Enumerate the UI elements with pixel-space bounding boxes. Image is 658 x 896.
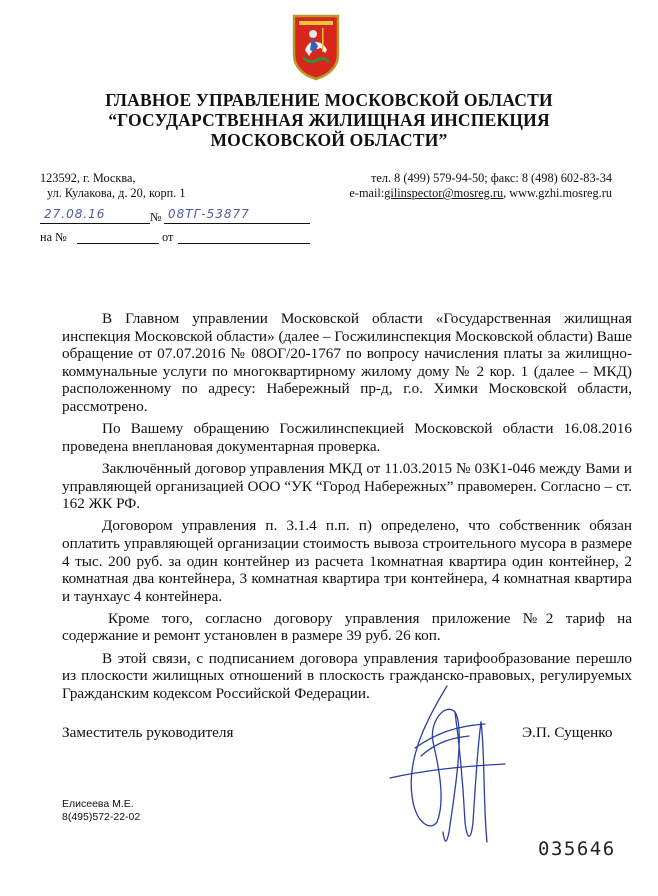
org-title-line-2: “ГОСУДАРСТВЕННАЯ ЖИЛИЩНАЯ ИНСПЕКЦИЯ [108,110,550,130]
outgoing-number: 08ТГ-53877 [168,207,250,221]
reply-date-field [178,229,310,244]
reply-to-number-label: на № [40,230,67,244]
outgoing-number-label: № [150,210,162,224]
letter-body [62,310,632,707]
address-line-1: 123592, г. Москва, [40,171,136,185]
handwritten-signature [385,682,510,850]
email-prefix: e-mail: [349,186,385,200]
contact-phones: тел. 8 (499) 579-94-50; факс: 8 (498) 602-83-34 [371,171,612,185]
reply-date-label: от [162,230,174,244]
reply-to-number-field [77,229,159,244]
executor-name: Елисеева М.Е. [62,798,134,810]
website-text: , www.gzhi.mosreg.ru [503,186,612,200]
body-paragraph-1: В Главном управлении Московской области «Государственная жилищная инспекция Московской области» (далее – Госжилинспекция Московской области) Ваше обращение от 07.07.2016 № 08ОГ/20-1767 по вопросу начисления платы за жилищно-коммунальные услуги по многоквартирному жилому дому № 2 кор. 1 (далее – МКД) расположенному по адресу: Набережный пр-д, г.о. Химки Московской области, рассмотрено. [62,310,632,415]
moscow-oblast-emblem [291,12,341,82]
org-title-line-3: МОСКОВСКОЙ ОБЛАСТИ” [210,130,448,150]
address-line-2: ул. Кулакова, д. 20, корп. 1 [47,186,186,200]
outgoing-number-field [164,207,310,224]
outgoing-date: 27.08.16 [44,207,106,221]
contact-email-line [349,186,612,201]
executor-phone: 8(495)572-22-02 [62,811,141,823]
body-paragraph-4: Договором управления п. 3.1.4 п.п. п) определено, что собственник обязан оплатить управляющей организации стоимость вывоза строительного мусора в размере 4 тыс. 200 руб. за один контейнер из расчета 1комнатная квартира один контейнер, 2 комнатная два контейнера, 3 комнатная квартира три контейнера, 4 комнатная квартира и таунхаус 4 контейнера. [62,517,632,605]
body-paragraph-6: В этой связи, с подписанием договора управления тарифообразование перешло из плоскости жилищных отношений в плоскость гражданско-правовых, регулируемых Гражданским кодексом Российской Федерации. [62,649,632,702]
signatory-name: Э.П. Сущенко [522,724,613,741]
signatory-position: Заместитель руководителя [62,724,234,741]
body-paragraph-5: Кроме того, согласно договору управления приложение №2 тариф на содержание и ремонт установлен в размере 39 руб. 26 коп. [62,609,632,645]
outgoing-date-field [40,207,150,224]
email-link[interactable]: gilinspector@mosreg.ru [384,186,504,200]
document-serial-number: 035646 [538,838,616,860]
org-title-line-1: ГЛАВНОЕ УПРАВЛЕНИЕ МОСКОВСКОЙ ОБЛАСТИ [105,90,553,110]
body-paragraph-3: Заключённый договор управления МКД от 11.03.2015 № 03К1-046 между Вами и управляющей организацией ООО “УК “Город Набережных” правомерен. Согласно – ст. 162 ЖК РФ. [62,459,632,513]
body-paragraph-2: По Вашему обращению Госжилинспекцией Московской области 16.08.2016 проведена внеплановая документарная проверка. [62,420,632,455]
